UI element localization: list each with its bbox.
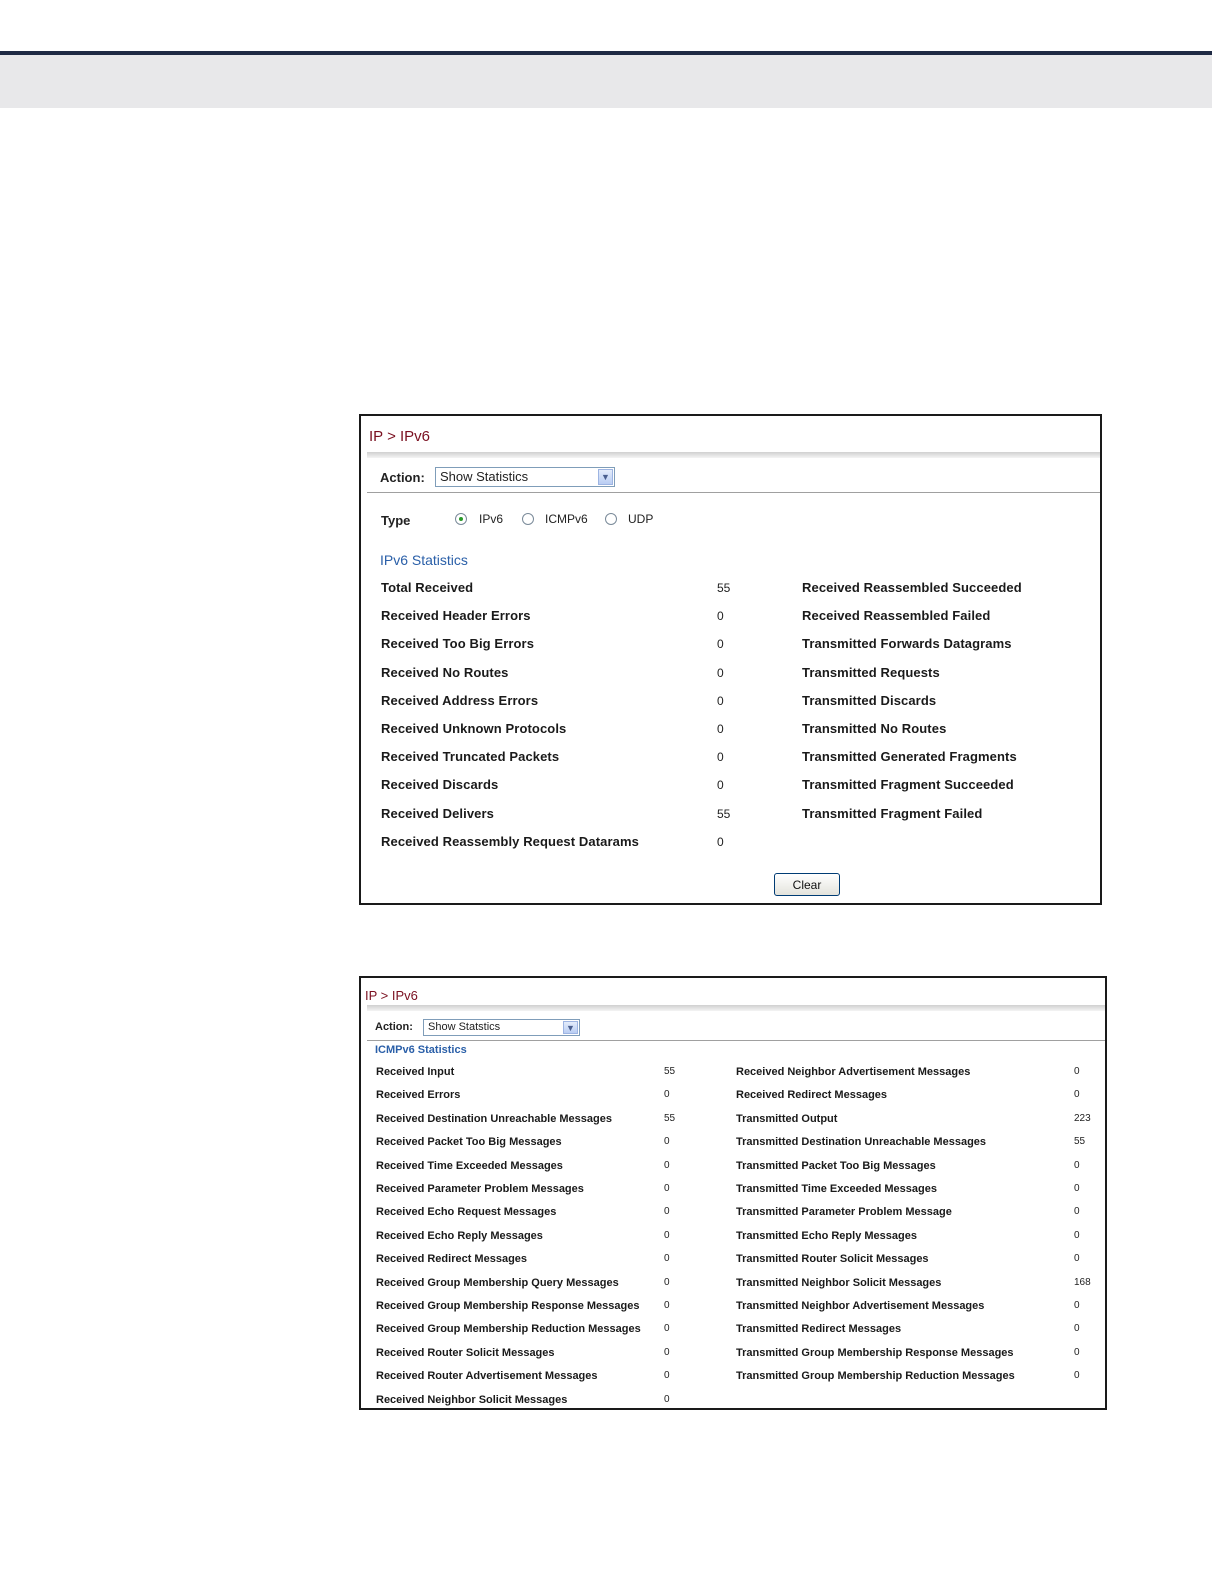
stat-value: 0 [1074,1300,1080,1311]
icmpv6-statistics-panel [359,976,1107,1410]
radio-icmpv6[interactable] [522,513,534,525]
stat-value: 0 [717,609,724,624]
stat-value: 0 [1074,1253,1080,1265]
stat-value: 0 [664,1276,670,1288]
stat-value: 0 [1074,1323,1080,1335]
chevron-down-icon[interactable]: ▼ [598,469,613,485]
action-select[interactable] [435,467,615,487]
stat-label: Received Delivers [381,805,494,821]
stat-label: Received No Routes [381,664,509,680]
title-separator [367,1005,1105,1011]
stat-value: 0 [664,1323,670,1335]
stat-value: 0 [1074,1206,1080,1218]
stat-label: Received Reassembly Request Datarams [381,833,639,849]
stat-label: Transmitted Output [736,1112,838,1125]
stat-value: 55 [664,1066,676,1077]
stat-value: 0 [717,637,724,652]
stat-value: 0 [664,1393,670,1405]
ipv6-statistics-panel [359,414,1102,905]
stat-label: Received Router Advertisement Messages [376,1370,598,1383]
stat-label: Received Reassembled Succeeded [802,580,1022,595]
stat-value: 0 [717,834,724,849]
stat-label: Received Router Solicit Messages [376,1346,555,1359]
stat-value: 0 [717,693,724,708]
stat-label: Transmitted Discards [802,692,937,708]
stat-value: 0 [1074,1159,1080,1171]
stat-label: Received Redirect Messages [736,1089,888,1102]
stat-value: 0 [1074,1089,1080,1101]
type-label: Type [381,513,411,528]
stat-label: Transmitted Neighbor Advertisement Messages [736,1300,985,1312]
section-title: ICMPv6 Statistics [375,1044,467,1056]
stat-value: 0 [664,1089,670,1101]
radio-ipv6[interactable] [455,513,467,525]
stat-label: Transmitted Echo Reply Messages [736,1229,917,1242]
stat-label: Received Reassembled Failed [802,608,991,624]
stat-label: Transmitted No Routes [802,721,947,736]
stat-value: 0 [717,750,724,765]
stat-value: 55 [664,1112,676,1124]
stat-label: Transmitted Requests [802,664,940,680]
stat-value: 0 [664,1159,670,1171]
stat-value: 0 [717,778,724,793]
stat-label: Received Input [376,1066,455,1078]
stat-value: 0 [1074,1066,1080,1077]
breadcrumb: IP > IPv6 [365,988,418,1003]
stat-label: Received Redirect Messages [376,1253,528,1266]
stat-label: Received Packet Too Big Messages [376,1136,562,1149]
stat-value: 223 [1074,1112,1091,1124]
breadcrumb: IP > IPv6 [369,428,431,445]
radio-udp-label: UDP [628,512,654,526]
radio-udp[interactable] [605,513,617,525]
stat-label: Transmitted Group Membership Reduction Messages [736,1370,1015,1383]
stat-label: Transmitted Packet Too Big Messages [736,1159,936,1172]
stat-value: 0 [664,1370,670,1382]
stat-label: Transmitted Redirect Messages [736,1323,902,1336]
stat-value: 0 [664,1300,670,1311]
stat-label: Received Errors [376,1089,461,1102]
action-label: Action: [375,1021,413,1033]
stat-label: Total Received [381,580,474,595]
stat-label: Transmitted Time Exceeded Messages [736,1183,937,1195]
action-divider [367,1040,1105,1041]
stat-label: Received Time Exceeded Messages [376,1159,563,1172]
section-title: IPv6 Statistics [380,552,468,568]
stat-label: Transmitted Fragment Succeeded [802,777,1014,793]
stat-value: 55 [1074,1136,1086,1148]
stat-value: 0 [664,1229,670,1241]
stat-value: 0 [664,1206,670,1218]
stat-value: 0 [717,665,724,680]
action-divider [367,492,1100,493]
stat-value: 0 [1074,1370,1080,1382]
clear-button[interactable]: Clear [774,873,840,896]
stat-label: Transmitted Fragment Failed [802,805,983,821]
stat-value: 0 [664,1183,670,1194]
stat-label: Received Discards [381,777,499,793]
stat-label: Received Neighbor Solicit Messages [376,1393,568,1406]
stat-label: Transmitted Neighbor Solicit Messages [736,1276,942,1289]
stat-value: 0 [664,1346,670,1358]
stat-value: 0 [664,1136,670,1148]
radio-ipv6-label: IPv6 [479,512,504,526]
stat-label: Received Parameter Problem Messages [376,1183,584,1195]
action-select-value: Show Statstics [428,1021,501,1033]
stat-value: 0 [664,1253,670,1265]
stat-label: Received Group Membership Response Messages [376,1300,640,1312]
action-select[interactable] [423,1019,580,1036]
stat-label: Received Too Big Errors [381,636,535,652]
stat-label: Transmitted Group Membership Response Messages [736,1346,1014,1359]
stat-label: Transmitted Destination Unreachable Messages [736,1136,987,1149]
stat-value: 168 [1074,1276,1091,1288]
stat-value: 55 [717,581,731,595]
action-select-value: Show Statistics [440,469,529,484]
stat-label: Received Echo Reply Messages [376,1229,543,1242]
stat-label: Transmitted Router Solicit Messages [736,1253,929,1266]
stat-label: Received Neighbor Advertisement Messages [736,1066,971,1078]
stat-label: Transmitted Generated Fragments [802,749,1017,765]
action-label: Action: [380,470,425,485]
stat-label: Received Address Errors [381,692,539,708]
stat-label: Received Destination Unreachable Messages [376,1112,612,1125]
chevron-down-icon[interactable]: ▼ [563,1021,578,1034]
stat-label: Received Header Errors [381,608,531,624]
stat-label: Received Group Membership Reduction Messages [376,1323,641,1336]
radio-icmpv6-label: ICMPv6 [545,512,588,526]
stat-label: Received Unknown Protocols [381,721,567,736]
stat-label: Transmitted Parameter Problem Message [736,1206,952,1219]
stat-value: 55 [717,806,731,821]
stat-value: 0 [1074,1346,1080,1358]
stat-label: Received Echo Request Messages [376,1206,557,1219]
stat-label: Transmitted Forwards Datagrams [802,636,1012,652]
stat-value: 0 [717,722,724,736]
stat-value: 0 [1074,1229,1080,1241]
stat-label: Received Truncated Packets [381,749,560,765]
title-separator [367,452,1100,458]
stat-value: 0 [1074,1183,1080,1194]
header-band [0,55,1212,108]
stat-label: Received Group Membership Query Messages [376,1276,619,1289]
